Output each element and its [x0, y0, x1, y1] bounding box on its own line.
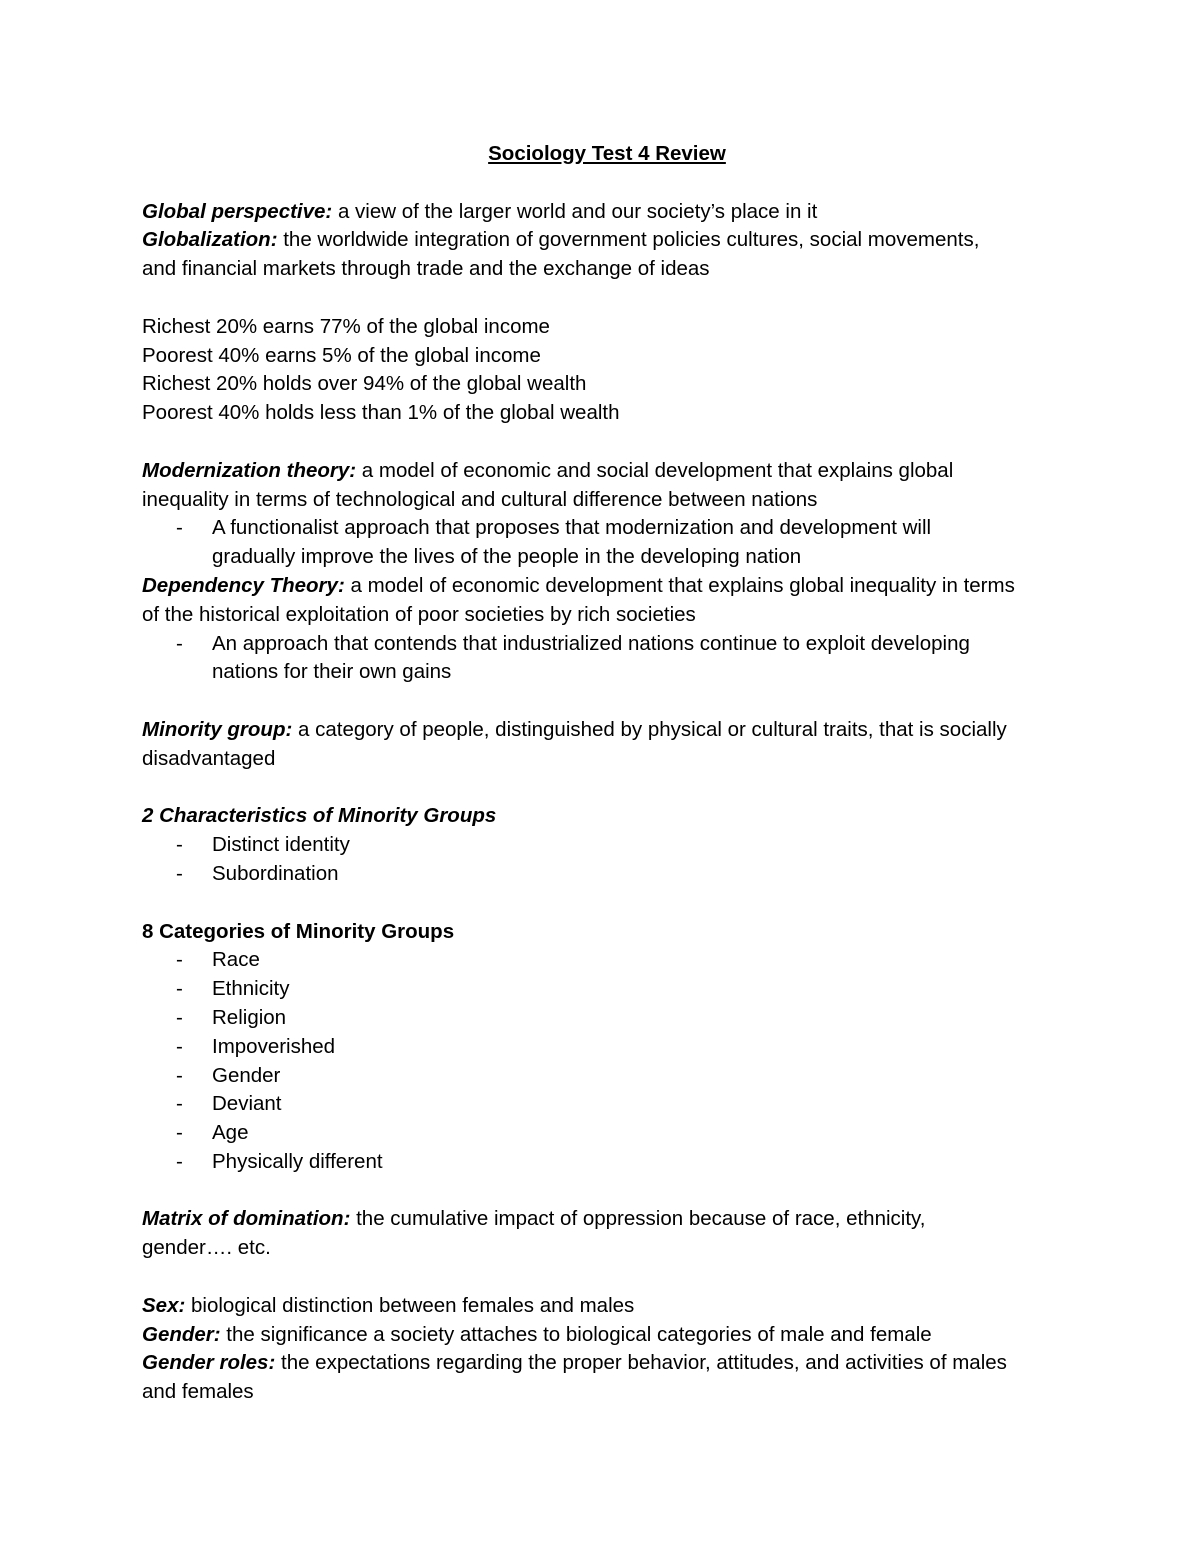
- list-item: [142, 1119, 1072, 1148]
- term-label: Globalization:: [142, 228, 278, 252]
- list-item: [142, 831, 1072, 860]
- definition-dependency-theory: [142, 572, 1072, 601]
- term-label: Matrix of domination:: [142, 1207, 351, 1231]
- definition-text: a model of economic development that explains global inequality in terms: [344, 573, 1015, 597]
- bullet-text: A functionalist approach that proposes that modernization and development will: [212, 516, 932, 540]
- definition-text: a category of people, distinguished by physical or cultural traits, that is socially: [292, 717, 1007, 741]
- list-item-text: Distinct identity: [212, 833, 350, 857]
- definition-modernization-theory: [142, 457, 1072, 486]
- dash-marker: -: [176, 1121, 183, 1145]
- dash-marker: -: [176, 1149, 183, 1173]
- definition-global-perspective: [142, 198, 1072, 227]
- definition-continuation: gender…. etc.: [142, 1236, 271, 1260]
- list-item-text: Subordination: [212, 861, 339, 885]
- definition-continuation: inequality in terms of technological and cultural difference between nations: [142, 487, 818, 511]
- list-item-text: Deviant: [212, 1092, 282, 1116]
- spacer: [142, 687, 1072, 716]
- dash-marker: -: [176, 861, 183, 885]
- list-item-text: Age: [212, 1121, 249, 1145]
- term-label: Modernization theory:: [142, 458, 357, 482]
- dash-marker: -: [176, 631, 183, 655]
- spacer: [142, 774, 1072, 803]
- definition-continuation: and financial markets through trade and the exchange of ideas: [142, 257, 710, 281]
- definition-sex: [142, 1292, 1072, 1321]
- section-heading-categories: 8 Categories of Minority Groups: [142, 919, 455, 943]
- dash-marker: -: [176, 977, 183, 1001]
- bullet-continuation: gradually improve the lives of the people in the developing nation: [212, 545, 802, 569]
- definition-gender: [142, 1321, 1072, 1350]
- definition-minority-group: [142, 716, 1072, 745]
- definition-continuation: disadvantaged: [142, 746, 276, 770]
- bullet-text: An approach that contends that industrialized nations continue to exploit developing: [212, 631, 970, 655]
- list-item-text: Gender: [212, 1063, 281, 1087]
- spacer: [142, 1263, 1072, 1292]
- list-item-text: Race: [212, 948, 260, 972]
- stat-line: Poorest 40% holds less than 1% of the global wealth: [142, 401, 620, 425]
- list-item-text: Physically different: [212, 1149, 383, 1173]
- list-item: [142, 1033, 1072, 1062]
- list-item-text: Impoverished: [212, 1034, 336, 1058]
- term-label: Gender:: [142, 1322, 221, 1346]
- list-item: [142, 1090, 1072, 1119]
- list-item: [142, 975, 1072, 1004]
- dash-marker: -: [176, 948, 183, 972]
- term-label: Dependency Theory:: [142, 573, 345, 597]
- dash-marker: -: [176, 1005, 183, 1029]
- dash-marker: -: [176, 516, 183, 540]
- definition-text: the cumulative impact of oppression because of race, ethnicity,: [350, 1207, 926, 1231]
- document-page: [142, 140, 1072, 1407]
- definition-text: biological distinction between females and males: [185, 1293, 635, 1317]
- term-label: Gender roles:: [142, 1351, 276, 1375]
- definition-text: the expectations regarding the proper behavior, attitudes, and activities of males: [275, 1351, 1007, 1375]
- definition-text: a view of the larger world and our society’s place in it: [332, 199, 818, 223]
- list-item: [142, 1148, 1072, 1177]
- definition-gender-roles: [142, 1349, 1072, 1378]
- stat-line: Richest 20% holds over 94% of the global wealth: [142, 372, 587, 396]
- spacer: [142, 169, 1072, 198]
- spacer: [142, 284, 1072, 313]
- definition-text: the significance a society attaches to biological categories of male and female: [220, 1322, 932, 1346]
- spacer: [142, 428, 1072, 457]
- definition-text: a model of economic and social development that explains global: [356, 458, 954, 482]
- list-item: [142, 946, 1072, 975]
- page-title: Sociology Test 4 Review: [488, 142, 726, 165]
- section-heading-characteristics: 2 Characteristics of Minority Groups: [142, 804, 497, 828]
- dash-marker: -: [176, 1034, 183, 1058]
- dash-marker: -: [176, 833, 183, 857]
- list-item-text: Ethnicity: [212, 977, 290, 1001]
- definition-continuation: and females: [142, 1380, 254, 1404]
- definition-globalization: [142, 226, 1072, 255]
- term-label: Sex:: [142, 1293, 186, 1317]
- definition-text: the worldwide integration of government policies cultures, social movements,: [277, 228, 980, 252]
- spacer: [142, 889, 1072, 918]
- bullet-item: [142, 514, 1072, 543]
- bullet-continuation: nations for their own gains: [212, 660, 452, 684]
- list-item: [142, 860, 1072, 889]
- dash-marker: -: [176, 1063, 183, 1087]
- list-item: [142, 1004, 1072, 1033]
- stat-line: Poorest 40% earns 5% of the global income: [142, 343, 541, 367]
- term-label: Minority group:: [142, 717, 293, 741]
- definition-matrix-of-domination: [142, 1205, 1072, 1234]
- stat-line: Richest 20% earns 77% of the global income: [142, 314, 550, 338]
- list-item: [142, 1062, 1072, 1091]
- dash-marker: -: [176, 1092, 183, 1116]
- bullet-item: [142, 630, 1072, 659]
- list-item-text: Religion: [212, 1005, 287, 1029]
- definition-continuation: of the historical exploitation of poor societies by rich societies: [142, 602, 696, 626]
- term-label: Global perspective:: [142, 199, 333, 223]
- spacer: [142, 1177, 1072, 1206]
